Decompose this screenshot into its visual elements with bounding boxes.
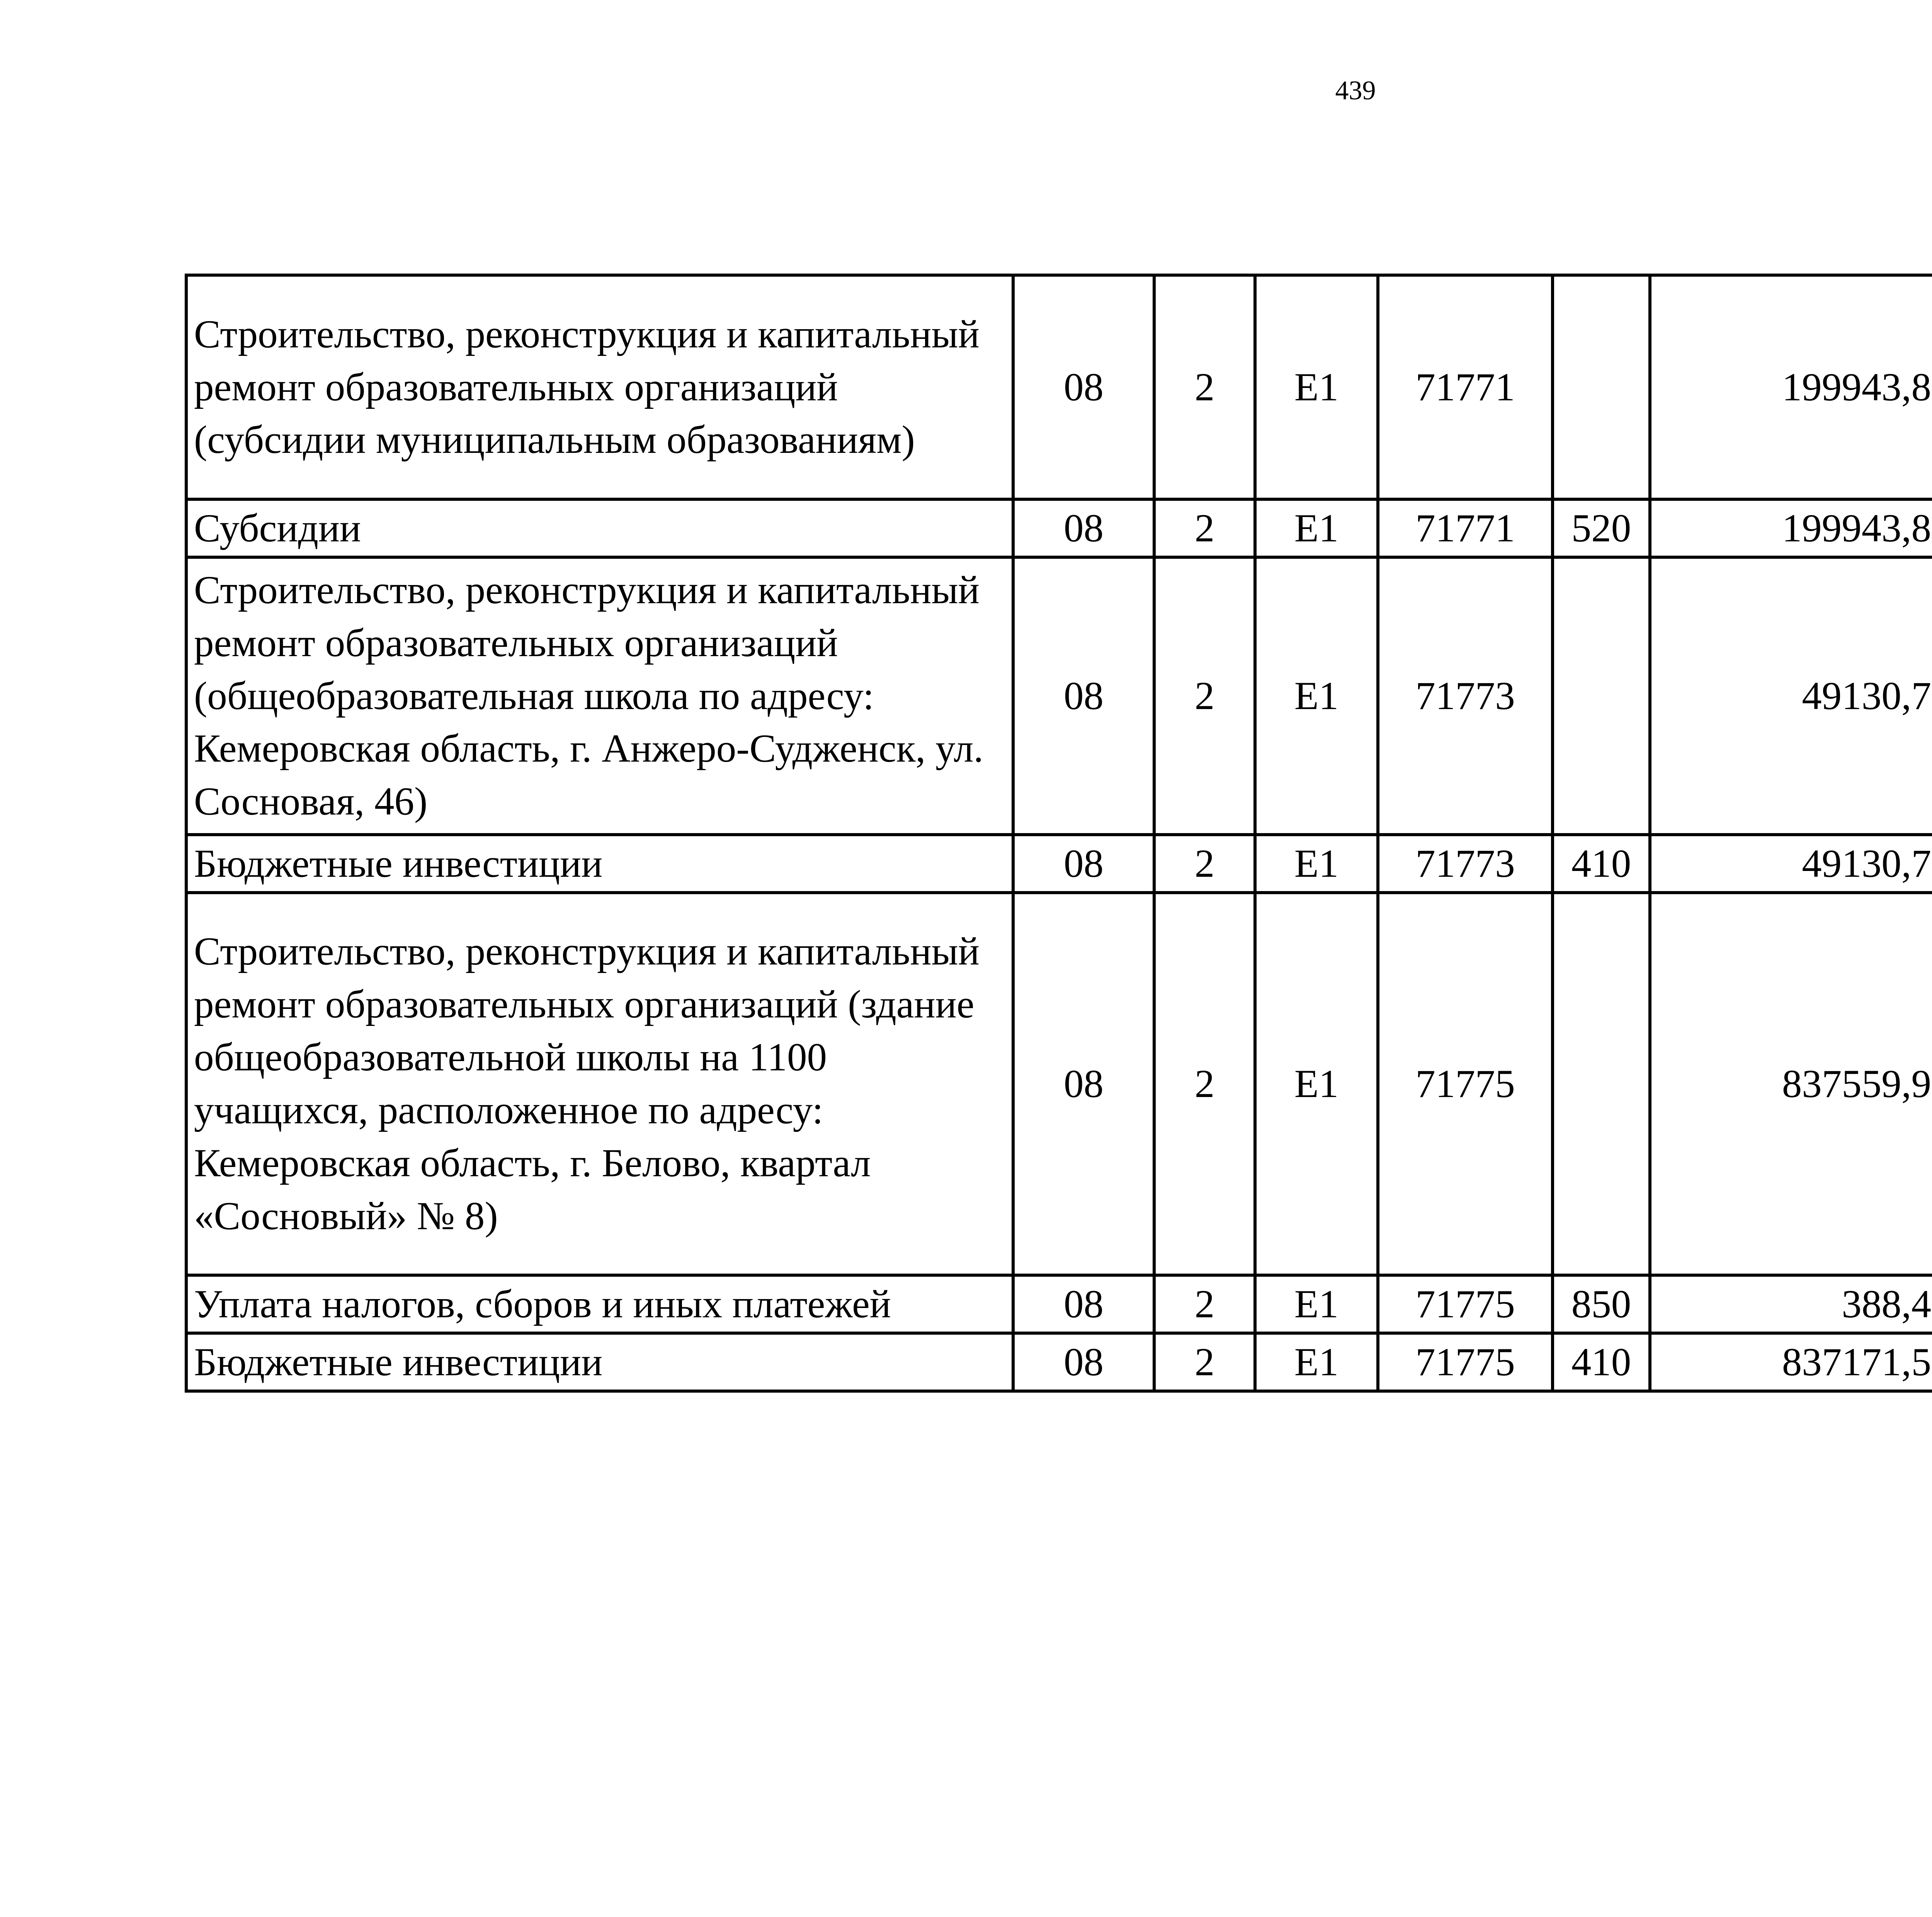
budget-table [185,274,1932,1393]
table-row [186,557,1932,835]
expense-type-cell: 410 [1553,1333,1650,1391]
section-code-cell: 08 [1013,835,1154,893]
row-name-cell: Бюджетные инвестиции [186,835,1013,893]
amount-1-cell: 49130,7 [1650,557,1932,835]
amount-1-cell: 837559,9 [1650,893,1932,1275]
row-name-cell: Уплата налогов, сборов и иных платежей [186,1275,1013,1333]
program-code-cell: 2 [1154,275,1255,499]
program-code-cell: 2 [1154,835,1255,893]
table-row [186,893,1932,1275]
direction-code-cell: 71775 [1378,1333,1553,1391]
direction-code-cell: 71771 [1378,499,1553,557]
project-code-cell: Е1 [1255,893,1378,1275]
table-row [186,835,1932,893]
project-code-cell: Е1 [1255,499,1378,557]
row-name-cell: Бюджетные инвестиции [186,1333,1013,1391]
expense-type-cell: 850 [1553,1275,1650,1333]
direction-code-cell: 71773 [1378,557,1553,835]
expense-type-cell: 410 [1553,835,1650,893]
section-code-cell: 08 [1013,893,1154,1275]
table-row [186,499,1932,557]
expense-type-cell [1553,893,1650,1275]
row-name-cell: Строительство, реконструкция и капитальный ремонт образовательных организаций (субсидии муниципальным образованиям) [186,275,1013,499]
amount-1-cell: 199943,8 [1650,499,1932,557]
expense-type-cell [1553,275,1650,499]
section-code-cell: 08 [1013,275,1154,499]
amount-1-cell: 49130,7 [1650,835,1932,893]
program-code-cell: 2 [1154,1275,1255,1333]
project-code-cell: Е1 [1255,1275,1378,1333]
direction-code-cell: 71771 [1378,275,1553,499]
program-code-cell: 2 [1154,893,1255,1275]
amount-1-cell: 837171,5 [1650,1333,1932,1391]
program-code-cell: 2 [1154,1333,1255,1391]
direction-code-cell: 71775 [1378,893,1553,1275]
section-code-cell: 08 [1013,1333,1154,1391]
program-code-cell: 2 [1154,499,1255,557]
section-code-cell: 08 [1013,557,1154,835]
table-row [186,1275,1932,1333]
direction-code-cell: 71773 [1378,835,1553,893]
row-name-cell: Строительство, реконструкция и капитальный ремонт образовательных организаций (здание общеобразовательной школы на 1100 учащихся, расположенное по адресу: Кемеровская область, г. Белово, квартал «Сосновый» № 8) [186,893,1013,1275]
project-code-cell: Е1 [1255,1333,1378,1391]
amount-1-cell: 388,4 [1650,1275,1932,1333]
program-code-cell: 2 [1154,557,1255,835]
expense-type-cell [1553,557,1650,835]
direction-code-cell: 71775 [1378,1275,1553,1333]
row-name-cell: Субсидии [186,499,1013,557]
project-code-cell: Е1 [1255,557,1378,835]
page-number: 439 [1335,76,1376,105]
table-row [186,1333,1932,1391]
table-row [186,275,1932,499]
project-code-cell: Е1 [1255,835,1378,893]
row-name-cell: Строительство, реконструкция и капитальный ремонт образовательных организаций (общеобразовательная школа по адресу: Кемеровская область, г. Анжеро-Судженск, ул. Сосновая, 46) [186,557,1013,835]
amount-1-cell: 199943,8 [1650,275,1932,499]
expense-type-cell: 520 [1553,499,1650,557]
section-code-cell: 08 [1013,499,1154,557]
project-code-cell: Е1 [1255,275,1378,499]
section-code-cell: 08 [1013,1275,1154,1333]
